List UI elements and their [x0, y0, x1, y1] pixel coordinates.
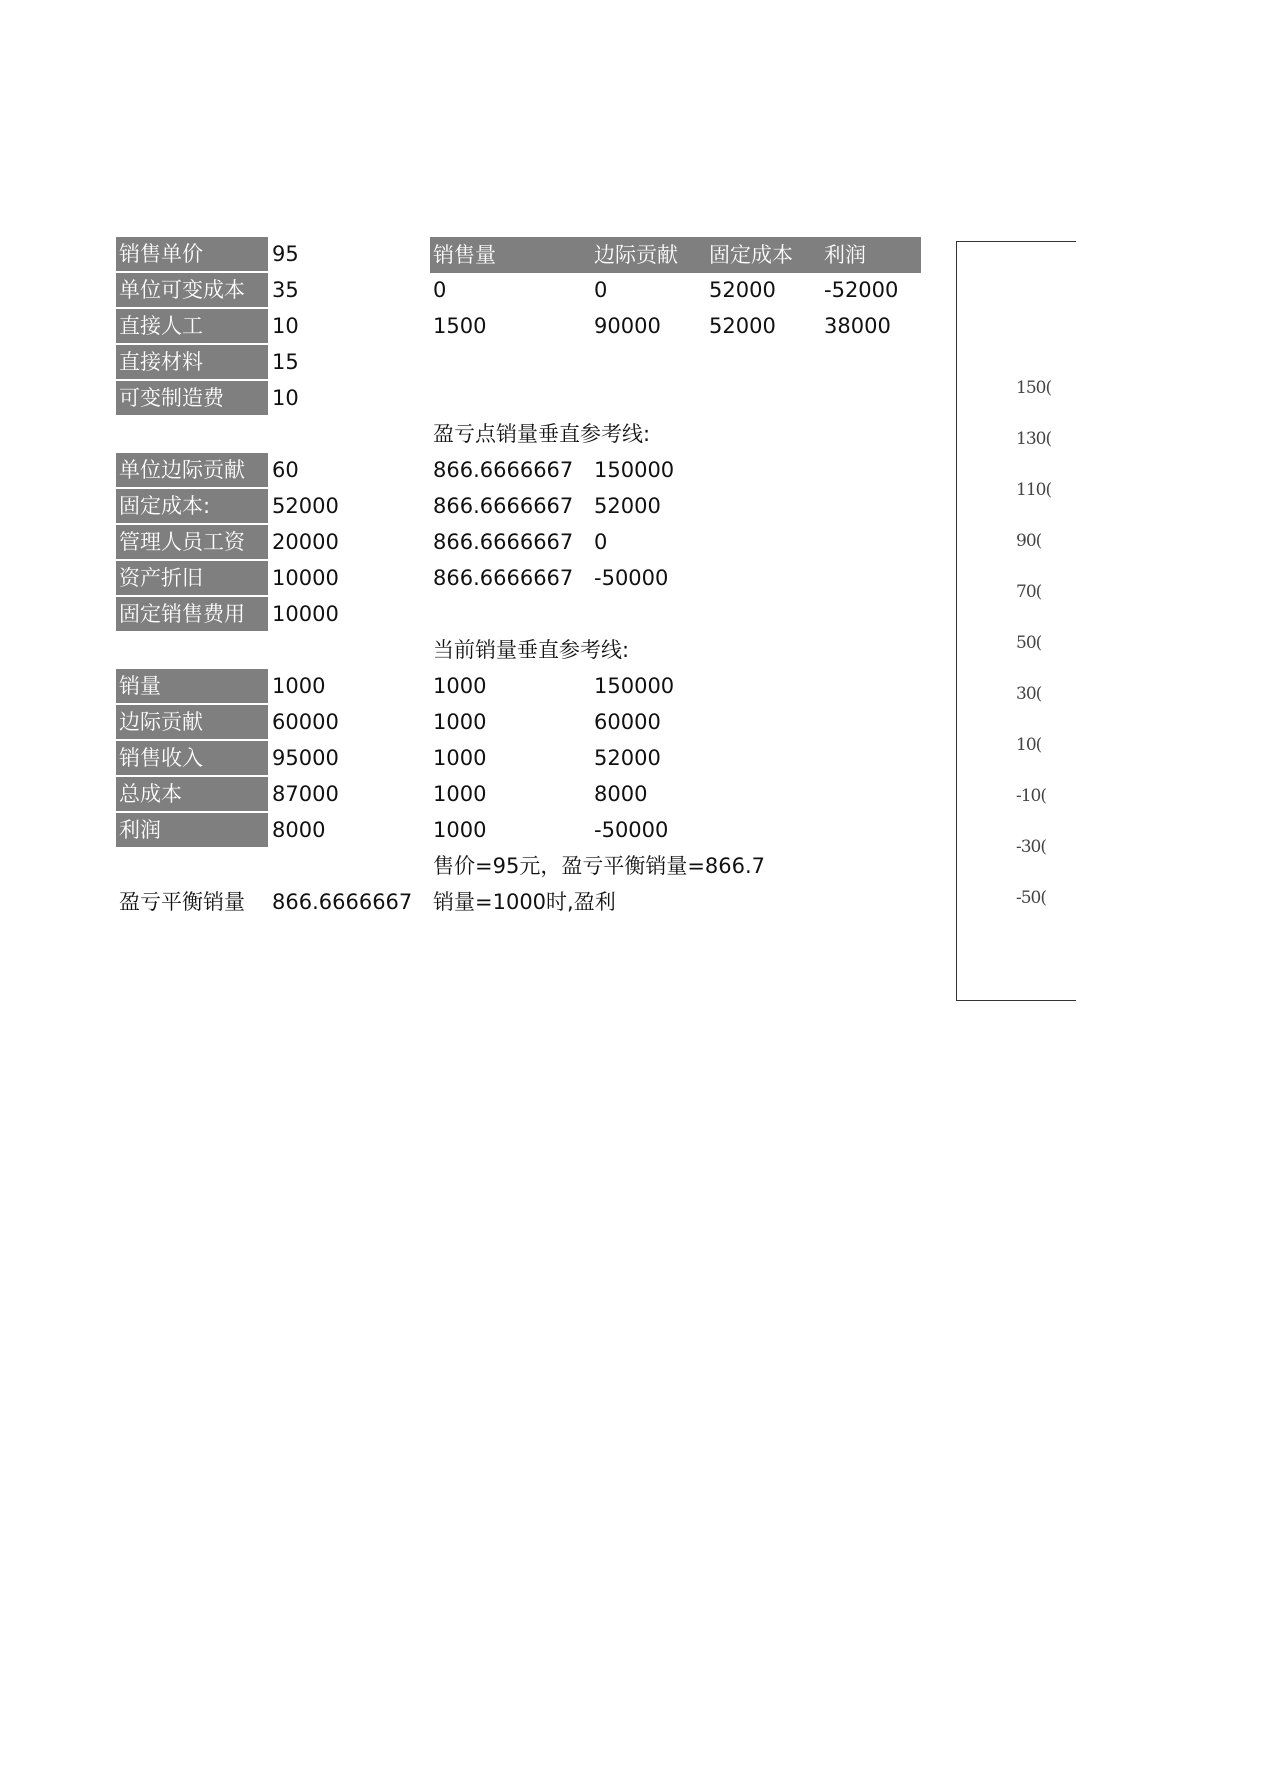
table-cell: 866.6666667: [433, 458, 574, 482]
table-cell: 38000: [824, 314, 891, 338]
note-price-breakeven: 售价=95元，盈亏平衡销量=866.7: [433, 854, 766, 878]
table-cell: -50000: [594, 566, 669, 590]
table-cell: 1500: [433, 314, 487, 338]
current-line-title: 当前销量垂直参考线:: [433, 638, 630, 662]
label-total-cost: 总成本: [116, 777, 268, 811]
y-tick-label: -50(: [1016, 888, 1047, 908]
value-breakeven-volume: 866.6666667: [272, 890, 413, 914]
table-cell: 1000: [433, 710, 487, 734]
label-direct-labor: 直接人工: [116, 309, 268, 343]
label-unit-margin: 单位边际贡献: [116, 453, 268, 487]
table-cell: 90000: [594, 314, 661, 338]
header-volume: 销售量: [433, 243, 496, 267]
label-depreciation: 资产折旧: [116, 561, 268, 595]
label-unit-variable-cost: 单位可变成本: [116, 273, 268, 307]
table-cell: 60000: [594, 710, 661, 734]
label-fixed-selling-expense: 固定销售费用: [116, 597, 268, 631]
value-depreciation: 10000: [272, 566, 339, 590]
value-fixed-selling-expense: 10000: [272, 602, 339, 626]
table-cell: 52000: [594, 494, 661, 518]
label-direct-material: 直接材料: [116, 345, 268, 379]
table-cell: 0: [594, 278, 608, 302]
breakeven-line-title: 盈亏点销量垂直参考线:: [433, 422, 651, 446]
table-cell: 1000: [433, 782, 487, 806]
value-unit-variable-cost: 35: [272, 278, 299, 302]
value-variable-overhead: 10: [272, 386, 299, 410]
header-fixed-cost: 固定成本: [709, 243, 793, 267]
table-cell: 52000: [709, 314, 776, 338]
y-tick-label: 30(: [1016, 684, 1042, 704]
value-total-cost: 87000: [272, 782, 339, 806]
table-cell: 150000: [594, 458, 675, 482]
value-sales-revenue: 95000: [272, 746, 339, 770]
header-profit: 利润: [824, 243, 866, 267]
label-management-salary: 管理人员工资: [116, 525, 268, 559]
y-tick-label: 50(: [1016, 633, 1042, 653]
table-cell: 1000: [433, 674, 487, 698]
value-unit-margin: 60: [272, 458, 299, 482]
table-cell: 1000: [433, 746, 487, 770]
y-tick-label: 10(: [1016, 735, 1042, 755]
label-profit: 利润: [116, 813, 268, 847]
note-profit-status: 销量=1000时,盈利: [433, 890, 616, 914]
profit-table-header: [430, 237, 921, 273]
y-tick-label: 150(: [1016, 378, 1052, 398]
y-tick-label: 130(: [1016, 429, 1052, 449]
y-tick-label: -30(: [1016, 837, 1047, 857]
label-breakeven-volume: 盈亏平衡销量: [119, 890, 245, 914]
table-cell: 866.6666667: [433, 494, 574, 518]
value-direct-labor: 10: [272, 314, 299, 338]
chart-frame: [956, 241, 1076, 1001]
table-cell: 52000: [709, 278, 776, 302]
table-cell: -52000: [824, 278, 899, 302]
table-cell: -50000: [594, 818, 669, 842]
value-management-salary: 20000: [272, 530, 339, 554]
label-sales-revenue: 销售收入: [116, 741, 268, 775]
y-tick-label: 110(: [1016, 480, 1052, 500]
table-cell: 866.6666667: [433, 530, 574, 554]
value-volume: 1000: [272, 674, 326, 698]
y-tick-label: -10(: [1016, 786, 1047, 806]
label-fixed-cost: 固定成本:: [116, 489, 268, 523]
value-direct-material: 15: [272, 350, 299, 374]
table-cell: 52000: [594, 746, 661, 770]
table-cell: 0: [594, 530, 608, 554]
y-tick-label: 70(: [1016, 582, 1042, 602]
table-cell: 0: [433, 278, 447, 302]
label-variable-overhead: 可变制造费: [116, 381, 268, 415]
value-profit: 8000: [272, 818, 326, 842]
table-cell: 150000: [594, 674, 675, 698]
value-fixed-cost: 52000: [272, 494, 339, 518]
table-cell: 1000: [433, 818, 487, 842]
table-cell: 8000: [594, 782, 648, 806]
header-margin: 边际贡献: [594, 243, 678, 267]
value-unit-price: 95: [272, 242, 299, 266]
label-margin-contribution: 边际贡献: [116, 705, 268, 739]
label-unit-price: 销售单价: [116, 237, 268, 271]
table-cell: 866.6666667: [433, 566, 574, 590]
value-margin-contribution: 60000: [272, 710, 339, 734]
label-volume: 销量: [116, 669, 268, 703]
y-tick-label: 90(: [1016, 531, 1042, 551]
